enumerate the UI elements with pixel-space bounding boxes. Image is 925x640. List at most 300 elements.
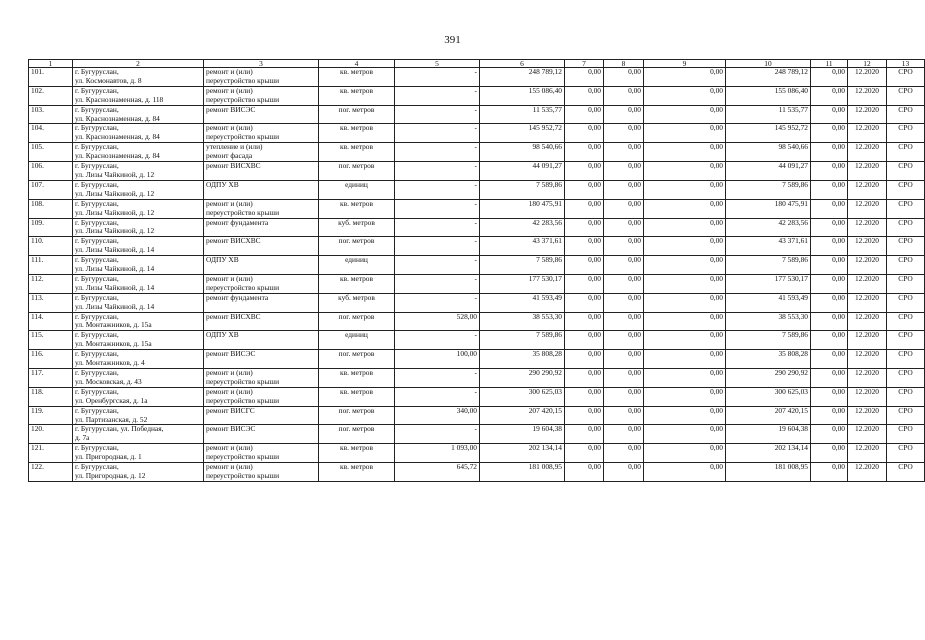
value-cell (604, 199, 644, 218)
value-cell (604, 350, 644, 369)
value-text: 0,00 (588, 67, 601, 76)
volume-text: - (474, 123, 477, 133)
address-cell (73, 444, 204, 463)
work-type-text: ремонт ВИСЭС (206, 104, 256, 114)
fund-cost-text: 7 589,86 (782, 255, 808, 265)
value-cell (644, 425, 726, 444)
address-text: ул. Краснознаменная, д. 84 (75, 132, 160, 142)
total-cost-text: 38 553,30 (532, 311, 562, 321)
funding-source-text: СРО (898, 443, 913, 453)
row-number-text: 106. (31, 161, 44, 171)
value-cell (565, 425, 604, 444)
fund-cost-cell (726, 199, 811, 218)
work-type-text: ремонт и (или) (206, 85, 253, 95)
funding-source-text: СРО (898, 161, 913, 171)
total-cost-cell (480, 199, 565, 218)
work-type-cell (204, 274, 319, 293)
row-number-text: 114. (31, 311, 44, 321)
address-text: г. Бугуруслан, (75, 67, 119, 76)
table-row (29, 350, 925, 369)
table-row (29, 180, 925, 199)
value-text: 0,00 (588, 292, 601, 302)
value-text: 0,00 (588, 236, 601, 246)
funding-source-cell (887, 274, 925, 293)
fund-cost-text: 290 290,92 (774, 368, 808, 377)
value-text: 0,00 (832, 179, 845, 189)
value-cell (811, 68, 848, 87)
address-text: ул. Монтажников, д. 15а (75, 320, 152, 330)
value-cell (811, 274, 848, 293)
completion-date-text: 12.2020 (854, 161, 880, 171)
fund-cost-cell (726, 105, 811, 124)
address-cell (73, 425, 204, 444)
address-cell (73, 218, 204, 237)
value-text: 0,00 (710, 179, 723, 189)
page-number: 391 (444, 34, 461, 46)
unit-cell (319, 274, 395, 293)
completion-date-cell (848, 444, 887, 463)
value-text: 0,00 (588, 161, 601, 171)
value-cell (604, 444, 644, 463)
column-header: 6 (480, 60, 565, 68)
work-type-text: ремонт ВИСЭС (206, 349, 256, 359)
row-number-text: 116. (31, 349, 44, 359)
total-cost-text: 180 475,91 (528, 198, 562, 208)
work-type-cell (204, 312, 319, 331)
completion-date-cell (848, 387, 887, 406)
total-cost-text: 43 371,61 (532, 236, 562, 246)
row-number-cell (29, 105, 73, 124)
work-type-cell (204, 425, 319, 444)
work-type-text: ремонт и (или) (206, 123, 253, 133)
funding-source-text: СРО (898, 311, 913, 321)
funding-source-text: СРО (898, 236, 913, 246)
completion-date-cell (848, 68, 887, 87)
value-cell (811, 143, 848, 162)
value-text: 0,00 (832, 386, 845, 396)
completion-date-text: 12.2020 (854, 179, 880, 189)
value-text: 0,00 (710, 255, 723, 265)
total-cost-text: 35 808,28 (532, 349, 562, 359)
fund-cost-text: 155 086,40 (774, 85, 808, 95)
unit-cell (319, 369, 395, 388)
row-number-text: 113. (31, 292, 44, 302)
unit-cell (319, 86, 395, 105)
work-type-cell (204, 86, 319, 105)
volume-cell (395, 124, 480, 143)
total-cost-text: 177 530,17 (528, 273, 562, 283)
volume-cell (395, 68, 480, 87)
total-cost-cell (480, 369, 565, 388)
value-cell (604, 406, 644, 425)
work-type-cell (204, 199, 319, 218)
column-header: 9 (644, 60, 726, 68)
value-cell (604, 237, 644, 256)
unit-text: пог. метров (338, 405, 375, 415)
total-cost-text: 44 091,27 (532, 161, 562, 171)
fund-cost-cell (726, 369, 811, 388)
volume-text: - (474, 104, 477, 114)
value-text: 0,00 (710, 311, 723, 321)
unit-cell (319, 350, 395, 369)
value-cell (565, 105, 604, 124)
unit-text: кв. метров (340, 123, 373, 133)
funding-source-text: СРО (898, 292, 913, 302)
work-type-text: ремонт и (или) (206, 368, 253, 377)
address-text: г. Бугуруслан, (75, 179, 119, 189)
funding-source-cell (887, 444, 925, 463)
value-text: 0,00 (710, 123, 723, 133)
row-number-cell (29, 293, 73, 312)
value-text: 0,00 (832, 368, 845, 377)
total-cost-text: 155 086,40 (528, 85, 562, 95)
work-type-text: ОДПУ ХВ (206, 330, 239, 340)
row-number-cell (29, 218, 73, 237)
row-number-text: 119. (31, 405, 44, 415)
funding-source-text: СРО (898, 217, 913, 227)
value-text: 0,00 (628, 292, 641, 302)
volume-cell (395, 444, 480, 463)
value-text: 0,00 (628, 198, 641, 208)
completion-date-text: 12.2020 (854, 273, 880, 283)
value-text: 0,00 (628, 67, 641, 76)
address-text: г. Бугуруслан, (75, 142, 119, 152)
value-text: 0,00 (832, 330, 845, 340)
completion-date-cell (848, 293, 887, 312)
value-text: 0,00 (588, 85, 601, 95)
completion-date-text: 12.2020 (854, 142, 880, 152)
funding-source-cell (887, 331, 925, 350)
value-cell (604, 293, 644, 312)
value-cell (644, 143, 726, 162)
volume-cell (395, 143, 480, 162)
value-cell (604, 143, 644, 162)
value-cell (565, 369, 604, 388)
row-number-cell (29, 312, 73, 331)
address-cell (73, 256, 204, 275)
row-number-text: 121. (31, 443, 44, 453)
unit-text: пог. метров (338, 311, 375, 321)
work-type-cell (204, 369, 319, 388)
table-row (29, 331, 925, 350)
volume-text: - (474, 236, 477, 246)
value-text: 0,00 (588, 104, 601, 114)
row-number-cell (29, 143, 73, 162)
address-text: ул. Московская, д. 43 (75, 376, 142, 386)
total-cost-cell (480, 312, 565, 331)
row-number-cell (29, 162, 73, 181)
unit-text: куб. метров (338, 217, 375, 227)
value-cell (565, 180, 604, 199)
unit-text: кв. метров (340, 273, 373, 283)
value-cell (604, 387, 644, 406)
value-cell (604, 68, 644, 87)
value-cell (565, 68, 604, 87)
value-cell (811, 444, 848, 463)
address-cell (73, 105, 204, 124)
volume-cell (395, 425, 480, 444)
value-text: 0,00 (832, 462, 845, 472)
address-text: ул. Краснознаменная, д. 84 (75, 113, 160, 123)
completion-date-text: 12.2020 (854, 67, 880, 76)
completion-date-text: 12.2020 (854, 311, 880, 321)
value-text: 0,00 (832, 405, 845, 415)
row-number-cell (29, 369, 73, 388)
value-text: 0,00 (628, 443, 641, 453)
fund-cost-text: 202 134,14 (774, 443, 808, 453)
work-type-text: ОДПУ ХВ (206, 179, 239, 189)
funding-source-text: СРО (898, 405, 913, 415)
address-text: г. Бугуруслан, (75, 104, 119, 114)
row-number-cell (29, 406, 73, 425)
funding-source-text: СРО (898, 67, 913, 76)
work-type-cell (204, 237, 319, 256)
address-cell (73, 124, 204, 143)
value-text: 0,00 (832, 142, 845, 152)
completion-date-cell (848, 124, 887, 143)
table-row (29, 274, 925, 293)
fund-cost-cell (726, 425, 811, 444)
unit-cell (319, 199, 395, 218)
value-cell (604, 463, 644, 482)
funding-source-text: СРО (898, 123, 913, 133)
funding-source-cell (887, 218, 925, 237)
value-cell (644, 218, 726, 237)
value-text: 0,00 (628, 179, 641, 189)
table-row (29, 162, 925, 181)
total-cost-cell (480, 274, 565, 293)
volume-cell (395, 237, 480, 256)
value-cell (604, 312, 644, 331)
total-cost-cell (480, 143, 565, 162)
address-text: ул. Космонавтов, д. 8 (75, 75, 142, 85)
completion-date-cell (848, 162, 887, 181)
work-type-text: ремонт ВИСХВС (206, 161, 261, 171)
work-type-cell (204, 463, 319, 482)
volume-text: - (474, 161, 477, 171)
fund-cost-text: 145 952,72 (774, 123, 808, 133)
volume-text: 340,00 (456, 405, 477, 415)
unit-text: кв. метров (340, 142, 373, 152)
total-cost-text: 207 420,15 (528, 405, 562, 415)
unit-text: пог. метров (338, 349, 375, 359)
volume-cell (395, 180, 480, 199)
value-cell (811, 387, 848, 406)
value-cell (644, 312, 726, 331)
table-row (29, 86, 925, 105)
value-cell (811, 331, 848, 350)
volume-cell (395, 387, 480, 406)
funding-source-cell (887, 105, 925, 124)
value-text: 0,00 (628, 330, 641, 340)
unit-text: кв. метров (340, 443, 373, 453)
funding-source-cell (887, 199, 925, 218)
volume-text: 1 093,00 (451, 443, 477, 453)
completion-date-cell (848, 463, 887, 482)
total-cost-text: 202 134,14 (528, 443, 562, 453)
total-cost-cell (480, 444, 565, 463)
address-text: г. Бугуруслан, (75, 161, 119, 171)
work-type-text: переустройство крыши (206, 470, 280, 480)
value-text: 0,00 (588, 368, 601, 377)
value-cell (644, 162, 726, 181)
work-type-text: ремонт и (или) (206, 198, 253, 208)
completion-date-text: 12.2020 (854, 368, 880, 377)
value-cell (811, 218, 848, 237)
value-text: 0,00 (588, 179, 601, 189)
fund-cost-cell (726, 293, 811, 312)
address-text: г. Бугуруслан, (75, 292, 119, 302)
unit-cell (319, 143, 395, 162)
value-text: 0,00 (588, 123, 601, 133)
value-cell (565, 274, 604, 293)
total-cost-cell (480, 237, 565, 256)
address-text: г. Бугуруслан, (75, 386, 119, 396)
row-number-text: 118. (31, 386, 44, 396)
value-text: 0,00 (710, 462, 723, 472)
address-text: г. Бугуруслан, (75, 255, 119, 265)
unit-cell (319, 387, 395, 406)
total-cost-text: 290 290,92 (528, 368, 562, 377)
value-cell (565, 86, 604, 105)
funding-source-text: СРО (898, 85, 913, 95)
row-number-text: 115. (31, 330, 44, 340)
row-number-cell (29, 68, 73, 87)
work-type-text: утепление и (или) (206, 142, 263, 152)
value-cell (811, 425, 848, 444)
completion-date-cell (848, 86, 887, 105)
work-type-text: ремонт и (или) (206, 462, 253, 472)
funding-source-cell (887, 463, 925, 482)
volume-text: 528,00 (456, 311, 477, 321)
work-type-cell (204, 105, 319, 124)
volume-text: - (474, 142, 477, 152)
work-type-text: ремонт фундамента (206, 217, 269, 227)
address-text: ул. Пригородная, д. 1 (75, 452, 142, 462)
unit-text: единиц (345, 179, 368, 189)
row-number-cell (29, 350, 73, 369)
fund-cost-text: 38 553,30 (778, 311, 808, 321)
unit-cell (319, 425, 395, 444)
row-number-text: 103. (31, 104, 44, 114)
value-text: 0,00 (628, 349, 641, 359)
work-type-cell (204, 218, 319, 237)
value-cell (811, 350, 848, 369)
unit-cell (319, 444, 395, 463)
table-row (29, 143, 925, 162)
volume-cell (395, 86, 480, 105)
value-cell (604, 256, 644, 275)
work-type-text: переустройство крыши (206, 452, 280, 462)
work-type-text: переустройство крыши (206, 75, 280, 85)
address-text: ул. Краснознаменная, д. 118 (75, 94, 164, 104)
address-cell (73, 180, 204, 199)
address-text: ул. Лизы Чайкиной, д. 14 (75, 301, 155, 311)
total-cost-text: 145 952,72 (528, 123, 562, 133)
fund-cost-text: 7 589,86 (782, 330, 808, 340)
unit-cell (319, 406, 395, 425)
volume-cell (395, 256, 480, 275)
address-cell (73, 86, 204, 105)
value-cell (565, 463, 604, 482)
completion-date-text: 12.2020 (854, 349, 880, 359)
row-number-text: 107. (31, 179, 44, 189)
row-number-cell (29, 444, 73, 463)
row-number-cell (29, 463, 73, 482)
value-text: 0,00 (628, 236, 641, 246)
total-cost-text: 7 589,86 (536, 255, 562, 265)
unit-cell (319, 68, 395, 87)
completion-date-cell (848, 425, 887, 444)
completion-date-text: 12.2020 (854, 236, 880, 246)
value-text: 0,00 (710, 104, 723, 114)
completion-date-text: 12.2020 (854, 292, 880, 302)
value-text: 0,00 (628, 217, 641, 227)
funding-source-cell (887, 312, 925, 331)
work-type-text: ремонт фундамента (206, 292, 269, 302)
unit-cell (319, 256, 395, 275)
unit-cell (319, 312, 395, 331)
value-text: 0,00 (832, 217, 845, 227)
fund-cost-cell (726, 162, 811, 181)
value-text: 0,00 (588, 198, 601, 208)
work-type-text: ремонт ВИСГС (206, 405, 255, 415)
completion-date-text: 12.2020 (854, 104, 880, 114)
funding-source-text: СРО (898, 104, 913, 114)
row-number-text: 110. (31, 236, 44, 246)
value-text: 0,00 (588, 349, 601, 359)
value-text: 0,00 (832, 349, 845, 359)
value-text: 0,00 (832, 255, 845, 265)
total-cost-cell (480, 425, 565, 444)
value-cell (644, 180, 726, 199)
funding-source-cell (887, 237, 925, 256)
column-header: 7 (565, 60, 604, 68)
value-text: 0,00 (628, 123, 641, 133)
address-cell (73, 162, 204, 181)
address-text: г. Бугуруслан, (75, 405, 119, 415)
address-text: ул. Лизы Чайкиной, д. 14 (75, 264, 155, 274)
completion-date-cell (848, 199, 887, 218)
work-type-cell (204, 162, 319, 181)
address-cell (73, 387, 204, 406)
value-cell (644, 331, 726, 350)
work-type-text: ремонт фасада (206, 151, 253, 161)
completion-date-text: 12.2020 (854, 386, 880, 396)
row-number-cell (29, 425, 73, 444)
row-number-text: 122. (31, 462, 44, 472)
value-text: 0,00 (628, 161, 641, 171)
value-text: 0,00 (628, 462, 641, 472)
completion-date-text: 12.2020 (854, 462, 880, 472)
completion-date-cell (848, 312, 887, 331)
total-cost-text: 41 593,49 (532, 292, 562, 302)
row-number-text: 105. (31, 142, 44, 152)
fund-cost-cell (726, 237, 811, 256)
value-cell (644, 124, 726, 143)
value-cell (811, 124, 848, 143)
value-cell (565, 199, 604, 218)
address-text: г. Бугуруслан, (75, 273, 119, 283)
value-cell (811, 293, 848, 312)
value-cell (604, 86, 644, 105)
volume-text: - (474, 273, 477, 283)
value-text: 0,00 (628, 386, 641, 396)
fund-cost-text: 42 283,56 (778, 217, 808, 227)
volume-cell (395, 331, 480, 350)
volume-text: - (474, 198, 477, 208)
value-text: 0,00 (832, 292, 845, 302)
